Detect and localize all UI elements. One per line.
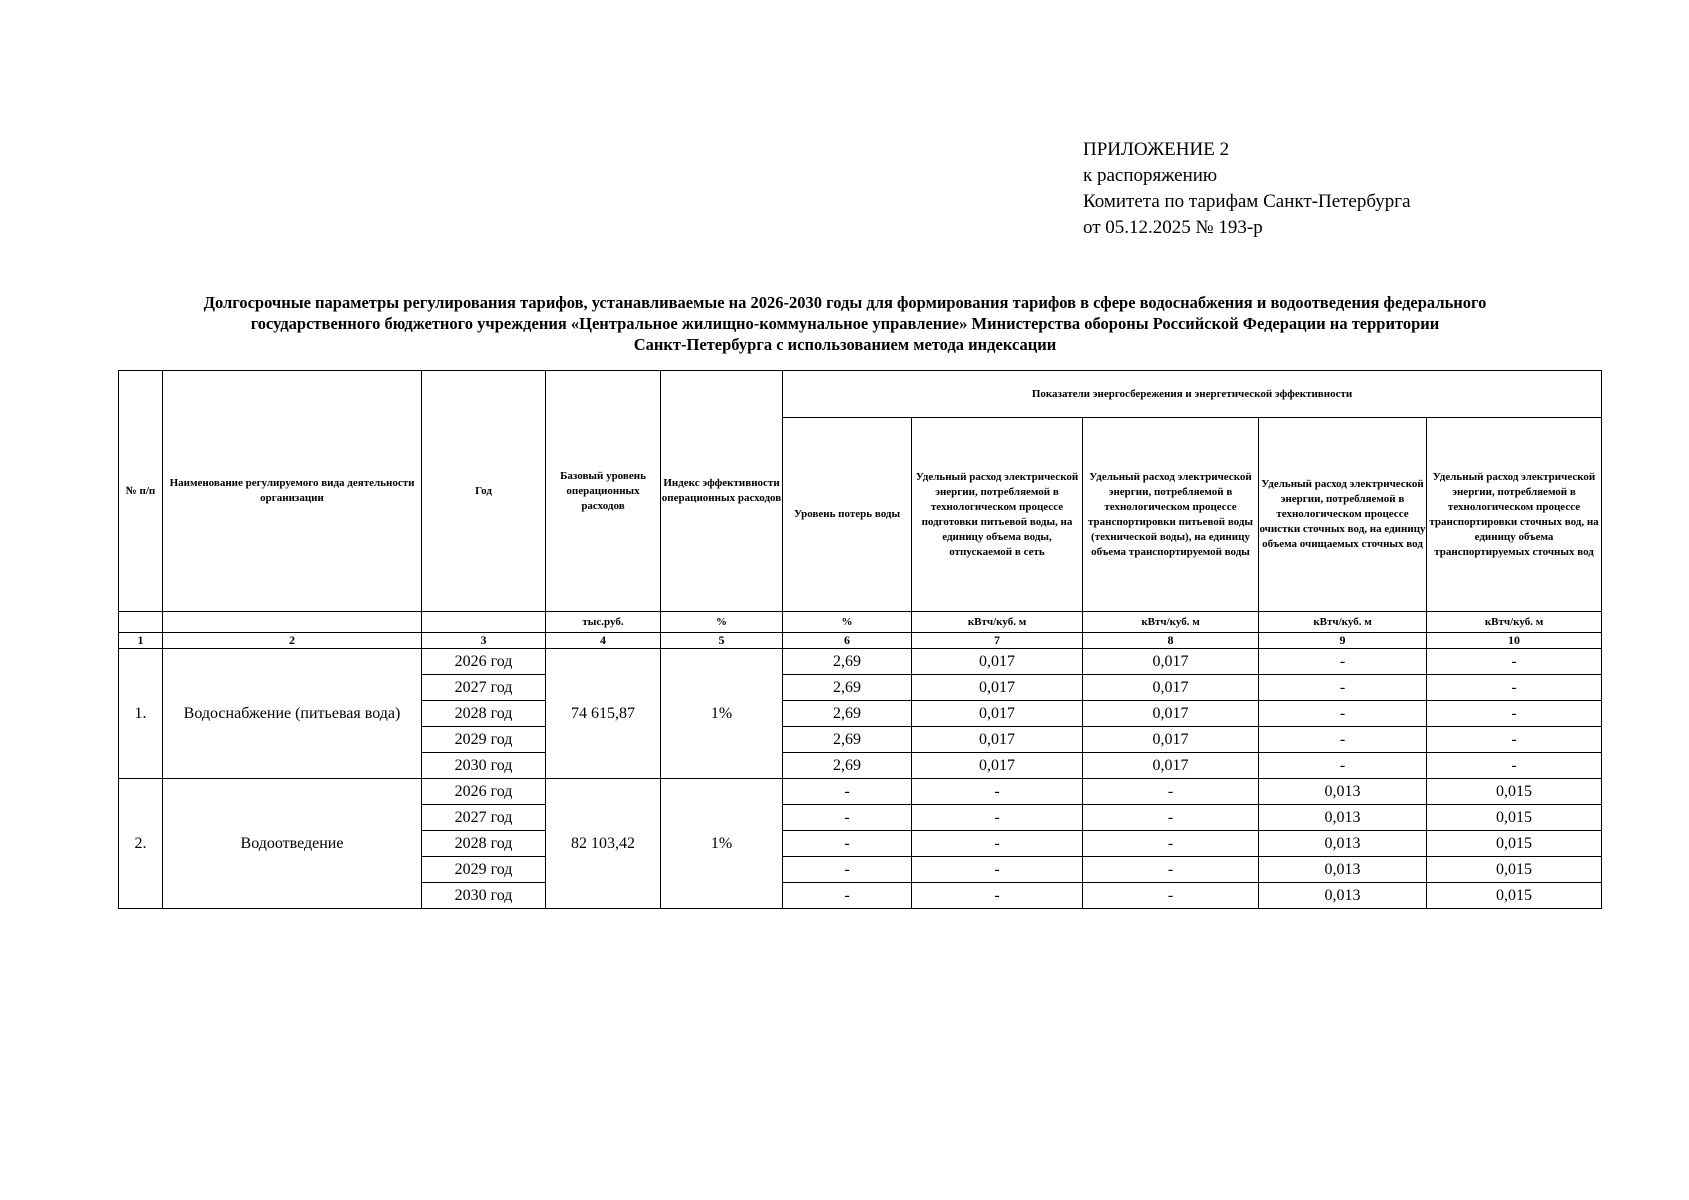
efficiency-index-cell: 1%	[661, 779, 783, 909]
year-cell: 2029 год	[422, 727, 546, 753]
unit-efficiency-index: %	[661, 612, 783, 633]
column-number: 2	[163, 633, 422, 649]
elec-treatment-cell: -	[1259, 753, 1427, 779]
elec-treatment-cell: 0,013	[1259, 805, 1427, 831]
tariff-parameters-table	[118, 370, 1602, 909]
document-title	[120, 292, 1570, 355]
column-number: 6	[783, 633, 912, 649]
elec-prep-cell: 0,017	[912, 675, 1083, 701]
header-activity: Наименование регулируемого вида деятельности организации	[163, 371, 422, 612]
water-loss-cell: -	[783, 883, 912, 909]
base-level-cell: 82 103,42	[546, 779, 661, 909]
header-base-level: Базовый уровень операционных расходов	[546, 371, 661, 612]
elec-waste-transport-cell: -	[1427, 753, 1602, 779]
elec-treatment-cell: 0,013	[1259, 779, 1427, 805]
elec-transport-cell: -	[1083, 805, 1259, 831]
elec-waste-transport-cell: 0,015	[1427, 857, 1602, 883]
unit-elec-prep: кВтч/куб. м	[912, 612, 1083, 633]
water-loss-cell: -	[783, 831, 912, 857]
elec-prep-cell: -	[912, 805, 1083, 831]
elec-waste-transport-cell: 0,015	[1427, 831, 1602, 857]
water-loss-cell: -	[783, 779, 912, 805]
elec-treatment-cell: -	[1259, 727, 1427, 753]
elec-treatment-cell: -	[1259, 675, 1427, 701]
elec-waste-transport-cell: 0,015	[1427, 883, 1602, 909]
elec-transport-cell: -	[1083, 831, 1259, 857]
unit-water-loss: %	[783, 612, 912, 633]
section-activity: Водоотведение	[163, 779, 422, 909]
elec-prep-cell: -	[912, 831, 1083, 857]
water-loss-cell: -	[783, 805, 912, 831]
elec-transport-cell: -	[1083, 857, 1259, 883]
year-cell: 2028 год	[422, 701, 546, 727]
header-water-loss: Уровень потерь воды	[783, 418, 912, 612]
table-row	[119, 649, 1602, 675]
header-energy-group: Показатели энергосбережения и энергетической эффективности	[783, 371, 1602, 418]
appendix-title: ПРИЛОЖЕНИЕ 2	[1083, 139, 1230, 160]
appendix-block	[1083, 137, 1411, 241]
elec-transport-cell: -	[1083, 779, 1259, 805]
column-number: 5	[661, 633, 783, 649]
elec-treatment-cell: 0,013	[1259, 857, 1427, 883]
elec-waste-transport-cell: 0,015	[1427, 805, 1602, 831]
column-number: 10	[1427, 633, 1602, 649]
document-title-line-3: Санкт-Петербурга с использованием метода индексации	[633, 335, 1057, 354]
elec-treatment-cell: 0,013	[1259, 883, 1427, 909]
section-number: 1.	[119, 649, 163, 779]
elec-transport-cell: 0,017	[1083, 753, 1259, 779]
water-loss-cell: 2,69	[783, 701, 912, 727]
column-number: 1	[119, 633, 163, 649]
unit-activity-empty	[163, 612, 422, 633]
section-activity: Водоснабжение (питьевая вода)	[163, 649, 422, 779]
elec-waste-transport-cell: 0,015	[1427, 779, 1602, 805]
document-title-line-1: Долгосрочные параметры регулирования тарифов, устанавливаемые на 2026-2030 годы для формирования тарифов в сфере водоснабжения и водоотведения федерального	[203, 293, 1487, 312]
header-efficiency-index: Индекс эффективности операционных расходов	[661, 371, 783, 612]
elec-treatment-cell: 0,013	[1259, 831, 1427, 857]
unit-num-empty	[119, 612, 163, 633]
efficiency-index-cell: 1%	[661, 649, 783, 779]
elec-transport-cell: 0,017	[1083, 649, 1259, 675]
elec-treatment-cell: -	[1259, 649, 1427, 675]
elec-prep-cell: -	[912, 883, 1083, 909]
unit-base-level: тыс.руб.	[546, 612, 661, 633]
year-cell: 2027 год	[422, 675, 546, 701]
column-number: 3	[422, 633, 546, 649]
header-elec-prep: Удельный расход электрической энергии, потребляемой в технологическом процессе подготовки питьевой воды, на единицу объема воды, отпускаемой в сеть	[912, 418, 1083, 612]
elec-waste-transport-cell: -	[1427, 675, 1602, 701]
year-cell: 2027 год	[422, 805, 546, 831]
header-elec-transport: Удельный расход электрической энергии, потребляемой в технологическом процессе транспортировки питьевой воды (технической воды), на единицу объема транспортируемой воды	[1083, 418, 1259, 612]
year-cell: 2030 год	[422, 883, 546, 909]
appendix-committee: Комитета по тарифам Санкт-Петербурга	[1083, 191, 1411, 212]
unit-year-empty	[422, 612, 546, 633]
column-number: 9	[1259, 633, 1427, 649]
elec-waste-transport-cell: -	[1427, 727, 1602, 753]
unit-elec-waste-transport: кВтч/куб. м	[1427, 612, 1602, 633]
appendix-ref: к распоряжению	[1083, 165, 1218, 186]
elec-prep-cell: 0,017	[912, 753, 1083, 779]
elec-prep-cell: 0,017	[912, 701, 1083, 727]
appendix-date: от 05.12.2025 № 193-р	[1083, 217, 1263, 238]
document-title-line-2: государственного бюджетного учреждения «Центральное жилищно-коммунальное управление» Министерства обороны Российской Федерации на территории	[250, 314, 1440, 333]
elec-prep-cell: 0,017	[912, 649, 1083, 675]
unit-elec-transport: кВтч/куб. м	[1083, 612, 1259, 633]
column-number: 8	[1083, 633, 1259, 649]
elec-prep-cell: -	[912, 779, 1083, 805]
table-row	[119, 779, 1602, 805]
elec-waste-transport-cell: -	[1427, 649, 1602, 675]
elec-transport-cell: 0,017	[1083, 675, 1259, 701]
elec-transport-cell: 0,017	[1083, 701, 1259, 727]
water-loss-cell: 2,69	[783, 649, 912, 675]
section-number: 2.	[119, 779, 163, 909]
header-year: Год	[422, 371, 546, 612]
elec-transport-cell: -	[1083, 883, 1259, 909]
unit-elec-treatment: кВтч/куб. м	[1259, 612, 1427, 633]
water-loss-cell: 2,69	[783, 727, 912, 753]
elec-treatment-cell: -	[1259, 701, 1427, 727]
water-loss-cell: 2,69	[783, 675, 912, 701]
elec-waste-transport-cell: -	[1427, 701, 1602, 727]
water-loss-cell: 2,69	[783, 753, 912, 779]
elec-prep-cell: -	[912, 857, 1083, 883]
column-number: 7	[912, 633, 1083, 649]
year-cell: 2029 год	[422, 857, 546, 883]
water-loss-cell: -	[783, 857, 912, 883]
column-number: 4	[546, 633, 661, 649]
year-cell: 2028 год	[422, 831, 546, 857]
elec-transport-cell: 0,017	[1083, 727, 1259, 753]
base-level-cell: 74 615,87	[546, 649, 661, 779]
elec-prep-cell: 0,017	[912, 727, 1083, 753]
header-elec-treatment: Удельный расход электрической энергии, потребляемой в технологическом процессе очистки сточных вод, на единицу объема очищаемых сточных вод	[1259, 418, 1427, 612]
header-num: № п/п	[119, 371, 163, 612]
year-cell: 2026 год	[422, 779, 546, 805]
year-cell: 2026 год	[422, 649, 546, 675]
year-cell: 2030 год	[422, 753, 546, 779]
header-elec-waste-transport: Удельный расход электрической энергии, потребляемой в технологическом процессе транспортировки сточных вод, на единицу объема транспортируемых сточных вод	[1427, 418, 1602, 612]
